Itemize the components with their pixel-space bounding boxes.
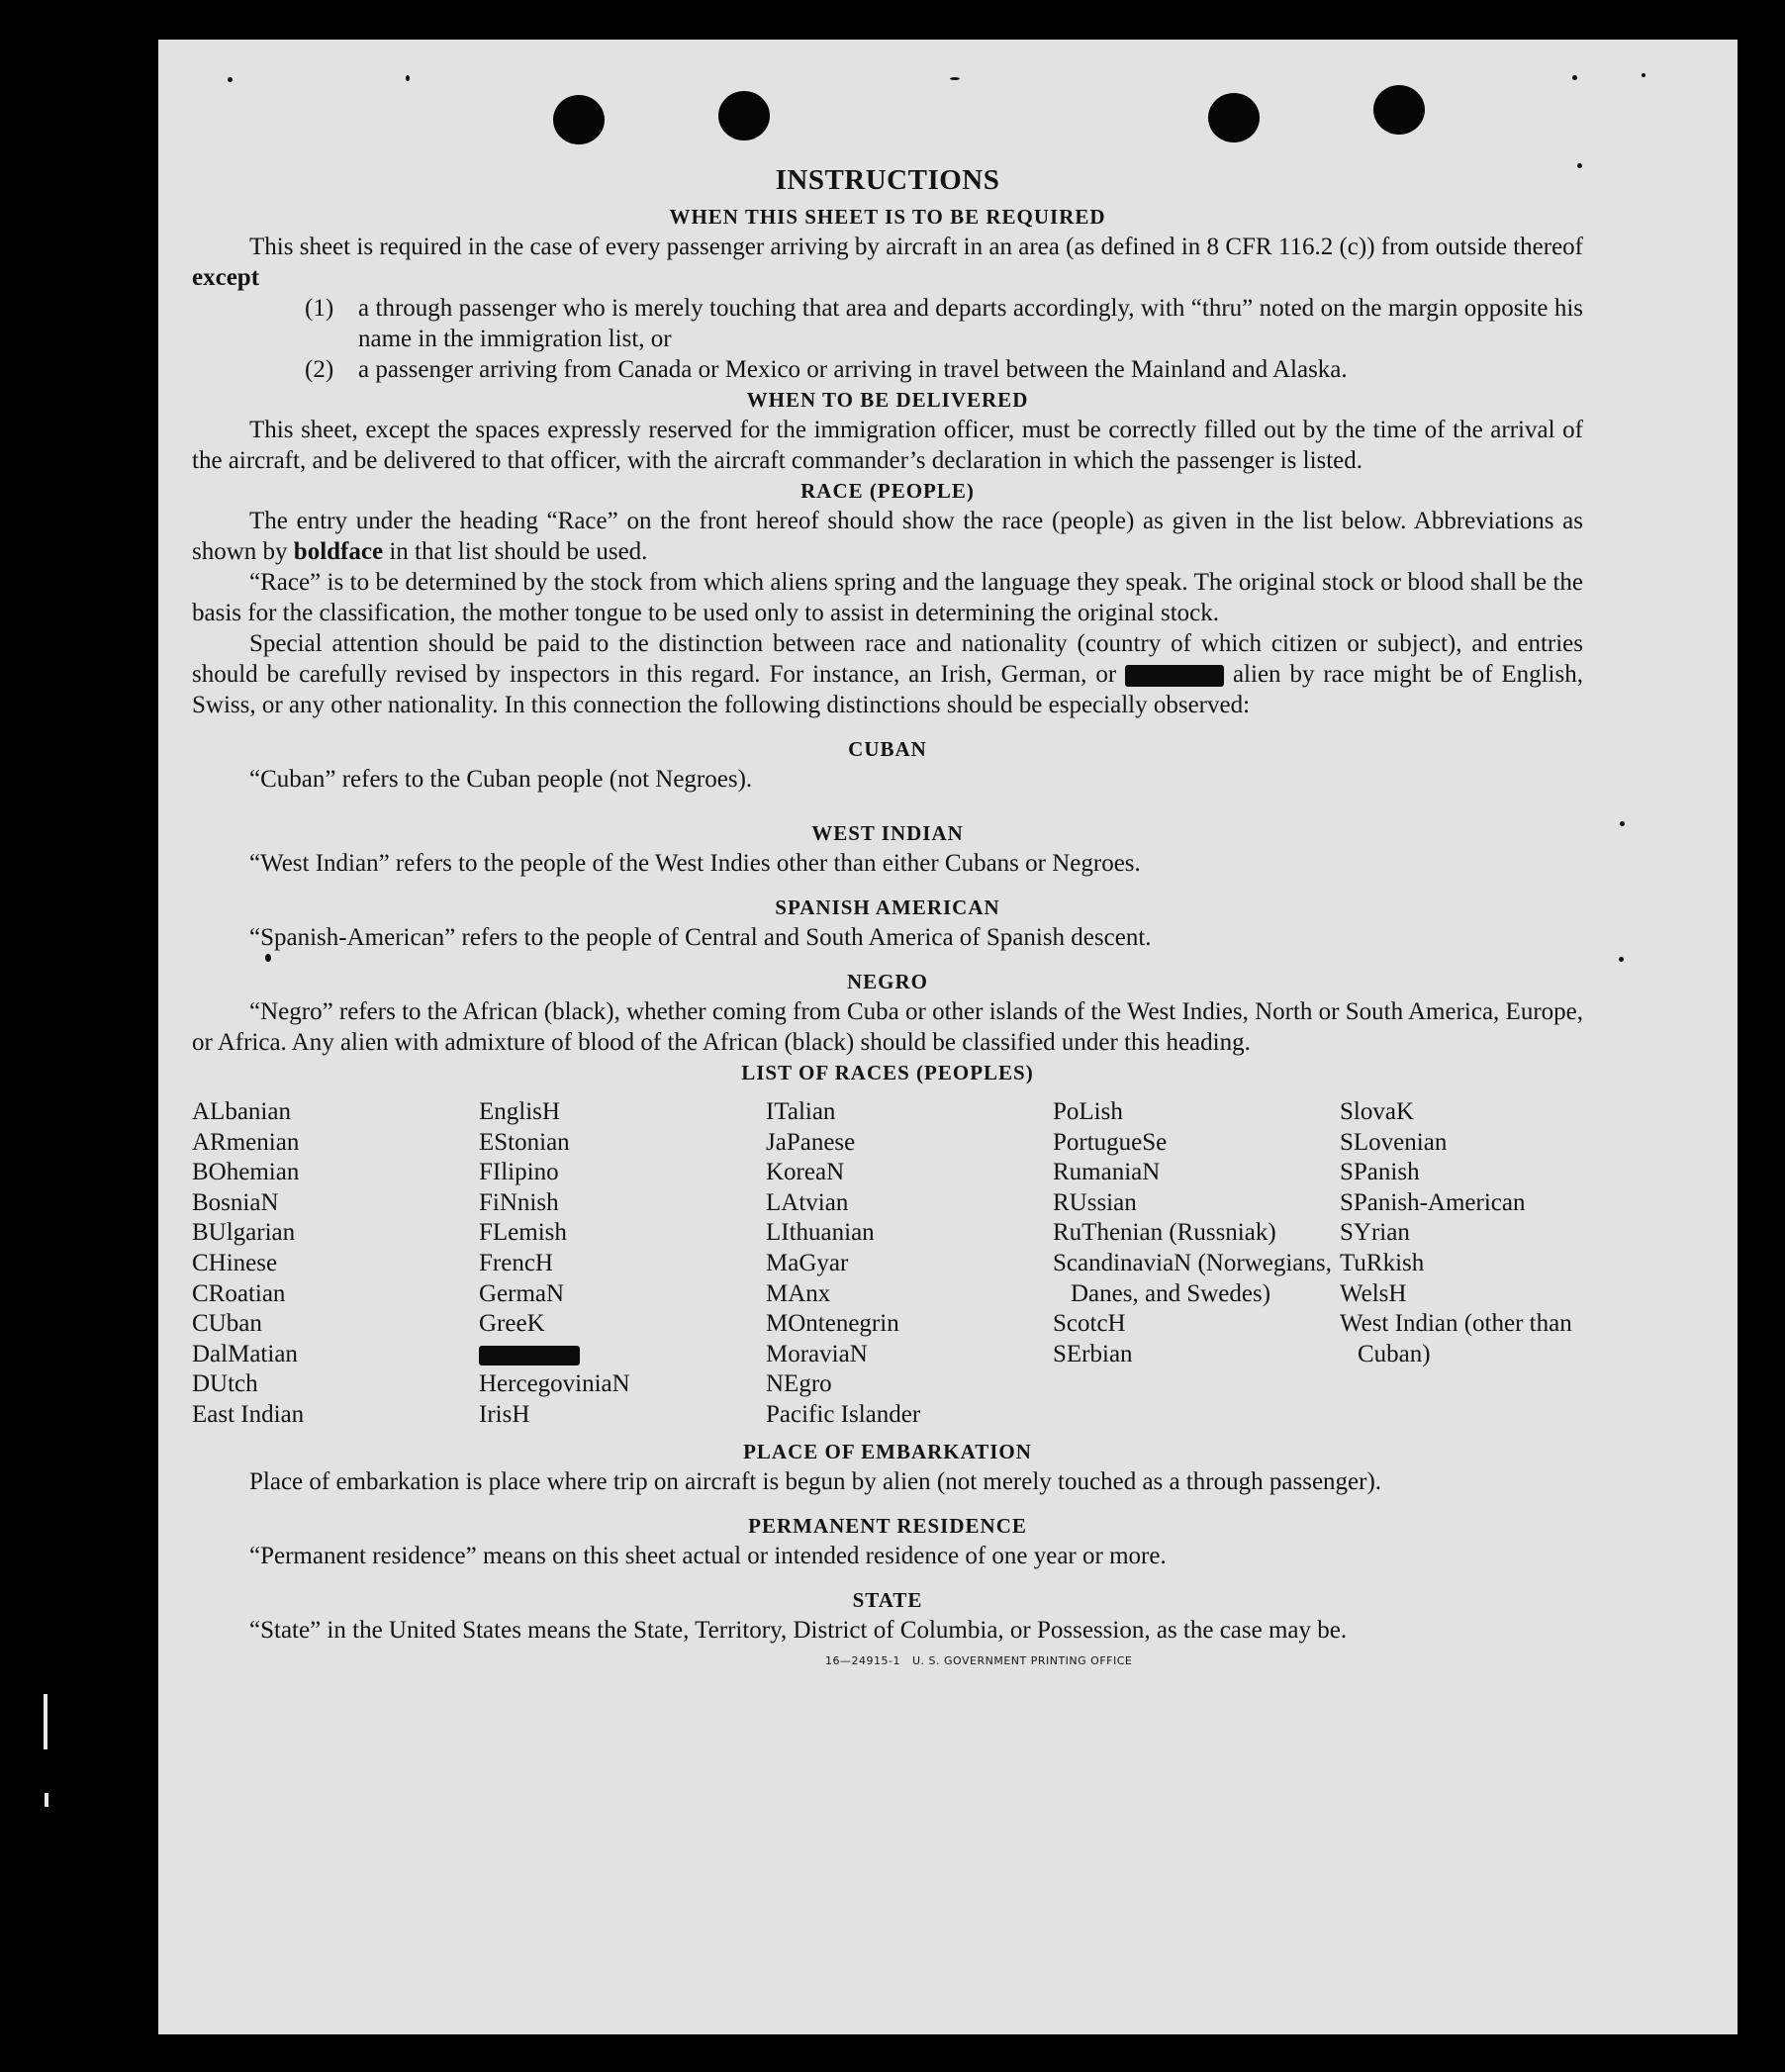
- heading-permanent-residence: PERMANENT RESIDENCE: [748, 1513, 1027, 1538]
- embarkation-text: Place of embarkation is place where trip on aircraft is begun by alien (not merely touched as a through passenger).: [249, 1467, 1382, 1495]
- race-item: NEgro: [766, 1370, 832, 1398]
- race-item: FIlipino: [479, 1159, 559, 1186]
- form-code: 16—24915-1 U. S. GOVERNMENT PRINTING OFFICE: [825, 1653, 1133, 1667]
- race-column: [766, 1097, 1053, 1431]
- west-indian-text: “West Indian” refers to the people of the West Indies other than either Cubans or Negroes.: [249, 850, 1141, 877]
- speck-mark: [950, 77, 960, 80]
- race-item: DalMatian: [192, 1340, 298, 1367]
- race-item: RUssian: [1053, 1188, 1137, 1216]
- heading-embarkation: PLACE OF EMBARKATION: [743, 1439, 1032, 1463]
- race-item: CUban: [192, 1310, 262, 1338]
- race-item: BUlgarian: [192, 1219, 296, 1247]
- race-item: SPanish-American: [1340, 1188, 1526, 1216]
- redaction-mark: [479, 1346, 580, 1366]
- instructions-body: [192, 162, 1583, 1676]
- redaction-mark: [1125, 665, 1224, 687]
- page-title: INSTRUCTIONS: [775, 164, 1000, 196]
- heading-list-of-races: LIST OF RACES (PEOPLES): [741, 1061, 1034, 1084]
- race-item: PoLish: [1053, 1098, 1123, 1125]
- scan-artifact: [44, 1694, 47, 1749]
- race-list: [192, 1097, 1583, 1431]
- race-item: PortugueSe: [1053, 1128, 1168, 1156]
- race-item: TuRkish: [1340, 1249, 1425, 1276]
- race-item: BOhemian: [192, 1159, 300, 1186]
- state-text: “State” in the United States means the State, Territory, District of Columbia, or Possession, as the case may be.: [249, 1616, 1348, 1644]
- race-item: FrencH: [479, 1249, 553, 1276]
- race-column: [1340, 1097, 1583, 1431]
- race-item: LAtvian: [766, 1188, 849, 1216]
- race-paragraph-2: “Race” is to be determined by the stock from which aliens spring and the language they speak. The original stock or blood shall be the basis for the classification, the mother tongue to be used only to assist in determining the original stock.: [192, 569, 1583, 626]
- race-item: ITalian: [766, 1098, 836, 1125]
- race-item: ARmenian: [192, 1128, 300, 1156]
- race-item: KoreaN: [766, 1159, 845, 1186]
- heading-cuban: CUBAN: [848, 737, 927, 761]
- clause-2: [305, 354, 1583, 385]
- race-item: MOntenegrin: [766, 1310, 899, 1338]
- clause-number: (1): [305, 295, 334, 322]
- spanish-american-text: “Spanish-American” refers to the people of Central and South America of Spanish descent.: [249, 924, 1152, 951]
- document-page: [158, 40, 1738, 2034]
- clause-text: a through passenger who is merely touching that area and departs accordingly, with “thru” noted on the margin opposite his name in the immigration list, or: [358, 295, 1583, 352]
- heading-when-required: WHEN THIS SHEET IS TO BE REQUIRED: [669, 205, 1106, 229]
- race-item: BosniaN: [192, 1188, 279, 1216]
- race-column: [1053, 1097, 1340, 1431]
- residence-text: “Permanent residence” means on this sheet actual or intended residence of one year or more.: [249, 1542, 1167, 1569]
- speck-mark: [1619, 957, 1624, 962]
- race-item: LIthuanian: [766, 1219, 875, 1247]
- footer: [192, 1646, 1583, 1676]
- race-item: CRoatian: [192, 1279, 286, 1307]
- race-item: EnglisH: [479, 1098, 560, 1125]
- race-item: HercegoviniaN: [479, 1370, 630, 1398]
- race-item: GreeK: [479, 1310, 545, 1338]
- negro-text: “Negro” refers to the African (black), whether coming from Cuba or other islands of the West Indies, North or South America, Europe, or Africa. Any alien with admixture of blood of the African (black) should be classified under this heading.: [192, 998, 1583, 1056]
- heading-negro: NEGRO: [846, 970, 928, 993]
- race-item: IrisH: [479, 1400, 530, 1428]
- speck-mark: [228, 77, 233, 82]
- race-column: [479, 1097, 766, 1431]
- punch-hole: [1373, 85, 1425, 135]
- race-item: SPanish: [1340, 1159, 1420, 1186]
- race-item: SlovaK: [1340, 1098, 1414, 1125]
- heading-race: RACE (PEOPLE): [800, 479, 975, 503]
- race-item: GermaN: [479, 1279, 565, 1307]
- race-item: MoraviaN: [766, 1340, 868, 1367]
- speck-mark: [1572, 75, 1577, 80]
- race-item: CHinese: [192, 1249, 278, 1276]
- punch-hole: [718, 91, 770, 141]
- scan-artifact: [45, 1793, 48, 1807]
- heading-west-indian: WEST INDIAN: [811, 821, 964, 845]
- race-item: East Indian: [192, 1400, 305, 1428]
- race-item: SYrian: [1340, 1219, 1410, 1247]
- race-item: ScandinaviaN (Norwegians, Danes, and Swedes): [1053, 1249, 1332, 1307]
- race-item: ALbanian: [192, 1098, 291, 1125]
- race-item: Pacific Islander: [766, 1400, 921, 1428]
- race-item: ScotcH: [1053, 1310, 1126, 1338]
- race-item: DUtch: [192, 1370, 258, 1398]
- heading-state: STATE: [852, 1587, 923, 1612]
- race-column: [192, 1097, 479, 1431]
- race-item-redacted: [479, 1340, 766, 1370]
- race-item: SLovenian: [1340, 1128, 1448, 1156]
- speck-mark: [1620, 821, 1625, 826]
- cuban-text: “Cuban” refers to the Cuban people (not Negroes).: [249, 766, 753, 793]
- race-item: FiNnish: [479, 1188, 559, 1216]
- race-item: EStonian: [479, 1128, 570, 1156]
- race-item: WelsH: [1340, 1279, 1407, 1307]
- heading-when-delivered: WHEN TO BE DELIVERED: [746, 388, 1029, 412]
- when-delivered-text: This sheet, except the spaces expressly reserved for the immigration officer, must be correctly filled out by the time of the arrival of the aircraft, and be delivered to that officer, with the aircraft commander’s declaration in which the passenger is listed.: [192, 417, 1583, 474]
- race-item: RumaniaN: [1053, 1159, 1161, 1186]
- race-item: MAnx: [766, 1279, 831, 1307]
- speck-mark: [406, 75, 410, 81]
- clause-number: (2): [305, 356, 334, 383]
- when-required-intro: This sheet is required in the case of every passenger arriving by aircraft in an area (as defined in 8 CFR 116.2 (c)) from outside thereof except: [192, 234, 1583, 291]
- race-item: West Indian (other than Cuban): [1340, 1310, 1572, 1367]
- race-item: JaPanese: [766, 1128, 856, 1156]
- race-item: SErbian: [1053, 1340, 1133, 1367]
- race-paragraph-3: Special attention should be paid to the distinction between race and nationality (country of which citizen or subject), and entries should be carefully revised by inspectors in this regard. For instance, an Irish, German, or alien by race might be of English, Swiss, or any other nationality. In this connection the following distinctions should be especially observed:: [192, 630, 1583, 718]
- race-item: FLemish: [479, 1219, 567, 1247]
- heading-spanish-american: SPANISH AMERICAN: [775, 895, 1000, 919]
- clause-1: [305, 293, 1583, 354]
- clause-text: a passenger arriving from Canada or Mexico or arriving in travel between the Mainland and Alaska.: [358, 356, 1348, 383]
- punch-hole: [553, 95, 605, 144]
- race-item: MaGyar: [766, 1249, 849, 1276]
- punch-hole: [1208, 93, 1260, 142]
- speck-mark: [1642, 73, 1645, 77]
- race-item: RuThenian (Russniak): [1053, 1219, 1276, 1247]
- race-paragraph-1: The entry under the heading “Race” on the front hereof should show the race (people) as given in the list below. Abbreviations as shown by boldface in that list should be used.: [192, 508, 1583, 565]
